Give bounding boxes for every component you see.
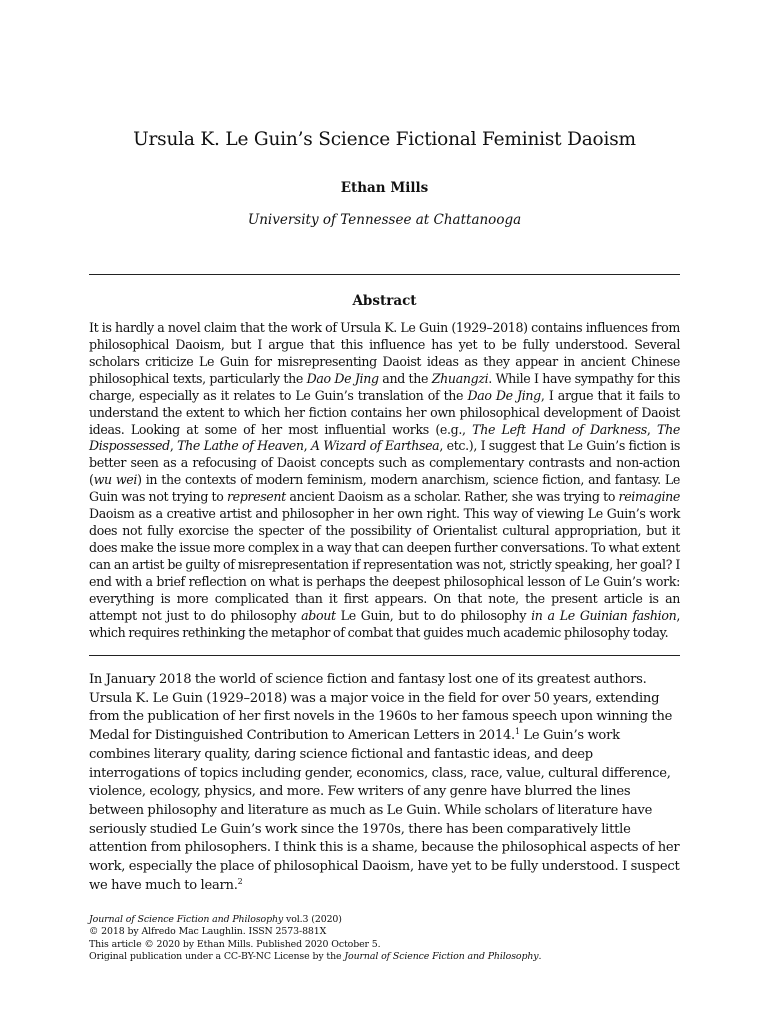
abstract-text-run: Daoism as a creative artist and philosopher in her own right. This way of viewing Le Guin’s work does not fully exorcise the specter of the possibility of Orientalist cultural appropriation, but it does make the issue more complex in a way that can deepen further conversations. To what extent can an artist be guilty of misrepresentation if representation was not, strictly speaking, her goal? I end with a brief reflection on what is perhaps the deepest philosophical lesson of Le Guin’s work: everything is more complicated than it first appears. On that note, the present article is an attempt not just to do philosophy xyxy=(89,506,680,623)
abstract-top-divider xyxy=(89,274,680,275)
abstract-italic-text: Dao De Jing xyxy=(467,387,541,403)
abstract-italic-text: about xyxy=(301,607,336,623)
abstract-text-run: Le Guin, but to do philosophy xyxy=(335,607,532,623)
body-paragraph xyxy=(89,671,680,895)
abstract-italic-text: The Left Hand of Darkness xyxy=(472,421,647,437)
abstract-text-run: , xyxy=(646,421,658,437)
footnote-marker[interactable]: 2 xyxy=(237,876,243,886)
abstract-text-run: , I argue that it fails to understand the extent to which her fiction contains her own philosophical development of Daoist ideas. Looking at some of her most influential works (e.g., xyxy=(89,387,681,437)
body-text-run: Le Guin’s work combines literary quality, daring science fictional and fantastic ideas, and deep interrogations of topics including gender, economics, class, race, value, cultural difference, violence, ecology, physics, and more. Few writers of any genre have blurred the lines between philosophy and literature as much as Le Guin. While scholars of literature have seriously studied Le Guin’s work since the 1970s, there has been comparatively little attention from philosophers. I think this is a shame, because the philosophical aspects of her work, especially the place of philosophical Daoism, have yet to be fully understood. I suspect we have much to learn. xyxy=(89,728,680,893)
abstract-bottom-divider xyxy=(89,655,680,656)
footer-license-suffix: . xyxy=(538,950,542,962)
abstract-italic-text: Dao De Jing xyxy=(306,370,379,386)
footer-article-line: This article © 2020 by Ethan Mills. Published 2020 October 5. xyxy=(89,938,381,950)
footer-copyright-line: © 2018 by Alfredo Mac Laughlin. ISSN 2573-881X xyxy=(89,926,327,938)
abstract-text-run: and the xyxy=(378,370,432,386)
footer-journal-name: Journal of Science Fiction and Philosophy xyxy=(89,914,284,925)
article-title: Ursula K. Le Guin’s Science Fictional Feminist Daoism xyxy=(133,129,636,150)
abstract-text-run: , xyxy=(169,438,178,454)
footer-journal-volume: vol.3 (2020) xyxy=(283,914,342,925)
abstract-text-run: , etc.), I suggest that Le Guin’s fiction is better seen as a refocusing of Daoist concepts such as complementary contrasts and non-action ( xyxy=(89,438,680,488)
abstract-italic-text: Zhuangzi xyxy=(431,370,489,386)
abstract-italic-text: The Dispossessed xyxy=(89,421,680,454)
abstract-text xyxy=(89,320,680,642)
author-affiliation: University of Tennessee at Chattanooga xyxy=(247,212,522,228)
abstract-text-run: ) in the contexts of modern feminism, modern anarchism, science fiction, and fantasy. Le Guin was not trying to xyxy=(89,472,680,505)
footer-license-line xyxy=(89,951,680,963)
footer-license-prefix: Original publication under a CC-BY-NC License by the xyxy=(89,950,345,962)
abstract-text-run: . While I have sympathy for this charge, especially as it relates to Le Guin’s translation of the xyxy=(89,370,680,403)
abstract-text-run: , xyxy=(303,438,311,454)
footnote-marker[interactable]: 1 xyxy=(514,727,520,737)
abstract-text-run: It is hardly a novel claim that the work of Ursula K. Le Guin (1929–2018) contains influences from philosophical Daoism, but I argue that this influence has yet to be fully understood. Several scholars criticize Le Guin for misrepresenting Daoist ideas as they appear in ancient Chinese philosophical texts, particularly the xyxy=(89,320,680,386)
body-text-run: In January 2018 the world of science fiction and fantasy lost one of its greatest authors. Ursula K. Le Guin (1929–2018) was a major voice in the field for over 50 years, extending from the publication of her first novels in the 1960s to her famous speech upon winning the Medal for Distinguished Contribution to American Letters in 2014. xyxy=(89,672,673,744)
abstract-italic-text: wu wei xyxy=(93,472,138,488)
footer-license-journal: Journal of Science Fiction and Philosophy xyxy=(344,950,539,962)
footer-journal-line xyxy=(89,914,680,926)
publication-footer xyxy=(89,914,680,963)
abstract-text-run: , which requires rethinking the metaphor of combat that guides much academic philosophy today. xyxy=(89,607,680,640)
abstract-italic-text: A Wizard of Earthsea xyxy=(310,438,440,454)
abstract-italic-text: The Lathe of Heaven xyxy=(177,438,304,454)
abstract-text-run: ancient Daoism as a scholar. Rather, she was trying to xyxy=(285,489,619,505)
abstract-italic-text: represent xyxy=(226,489,286,505)
abstract-italic-text: reimagine xyxy=(618,489,680,505)
abstract-italic-text: in a Le Guinian fashion xyxy=(531,607,677,623)
author-name: Ethan Mills xyxy=(340,180,429,196)
abstract-heading: Abstract xyxy=(352,293,417,309)
